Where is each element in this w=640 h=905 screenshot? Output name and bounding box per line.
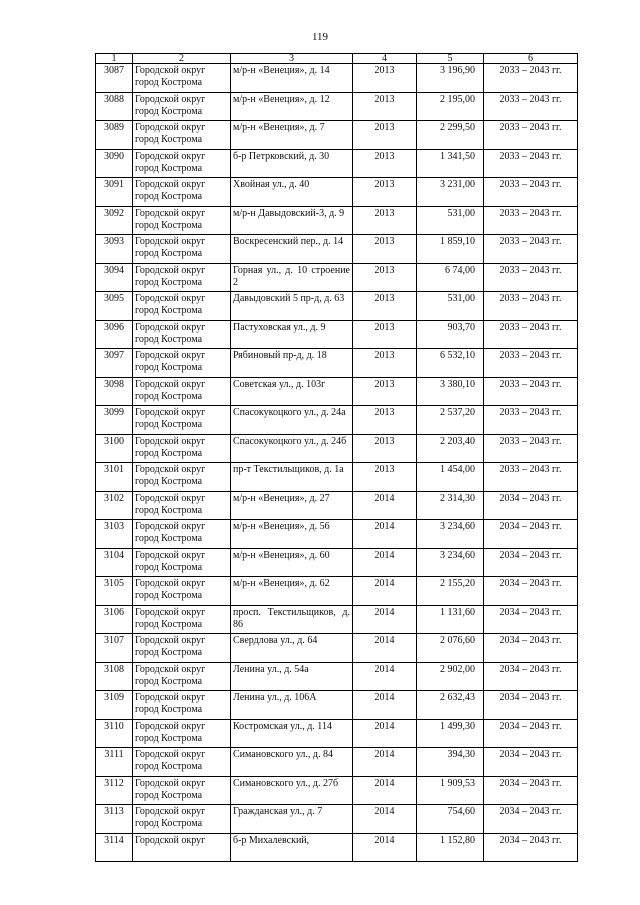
row-number-cell: 3103 xyxy=(96,520,133,549)
address-cell: Спасокукоцкого ул., д. 24а xyxy=(231,406,353,435)
municipality-cell: Городской округ город Кострома xyxy=(133,292,231,321)
address-cell: м/р-н Давыдовский-3, д. 9 xyxy=(231,206,353,235)
address-cell: Спасокукоцкого ул., д. 24б xyxy=(231,434,353,463)
municipality-cell: Городской округ город Кострома xyxy=(133,605,231,634)
municipality-cell: Городской округ город Кострома xyxy=(133,92,231,121)
year-cell: 2014 xyxy=(353,833,417,862)
header-row xyxy=(96,54,578,64)
table-row xyxy=(96,320,578,349)
address-cell: м/р-н «Венеция», д. 60 xyxy=(231,548,353,577)
year-cell: 2013 xyxy=(353,263,417,292)
table-row xyxy=(96,263,578,292)
address-cell: м/р-н «Венеция», д. 12 xyxy=(231,92,353,121)
year-cell: 2013 xyxy=(353,434,417,463)
municipality-cell: Городской округ город Кострома xyxy=(133,320,231,349)
area-cell: 2 203,40 xyxy=(417,434,484,463)
year-cell: 2014 xyxy=(353,776,417,805)
address-cell: Ленина ул., д. 54а xyxy=(231,662,353,691)
year-cell: 2013 xyxy=(353,64,417,93)
municipality-cell: Городской округ город Кострома xyxy=(133,434,231,463)
area-cell: 3 380,10 xyxy=(417,377,484,406)
period-cell: 2033 – 2043 гг. xyxy=(484,149,578,178)
municipality-cell: Городской округ город Кострома xyxy=(133,377,231,406)
year-cell: 2013 xyxy=(353,206,417,235)
municipality-cell: Городской округ город Кострома xyxy=(133,776,231,805)
row-number-cell: 3109 xyxy=(96,691,133,720)
year-cell: 2014 xyxy=(353,520,417,549)
municipality-cell: Городской округ город Кострома xyxy=(133,121,231,150)
municipality-cell: Городской округ город Кострома xyxy=(133,178,231,207)
period-cell: 2034 – 2043 гг. xyxy=(484,548,578,577)
row-number-cell: 3108 xyxy=(96,662,133,691)
table-row xyxy=(96,691,578,720)
row-number-cell: 3093 xyxy=(96,235,133,264)
period-cell: 2034 – 2043 гг. xyxy=(484,805,578,834)
address-cell: Симановского ул., д. 27б xyxy=(231,776,353,805)
period-cell: 2033 – 2043 гг. xyxy=(484,206,578,235)
row-number-cell: 3106 xyxy=(96,605,133,634)
row-number-cell: 3091 xyxy=(96,178,133,207)
table-row xyxy=(96,64,578,93)
area-cell: 3 231,00 xyxy=(417,178,484,207)
header-cell: 6 xyxy=(484,54,578,64)
row-number-cell: 3098 xyxy=(96,377,133,406)
table-row xyxy=(96,149,578,178)
row-number-cell: 3094 xyxy=(96,263,133,292)
table-row xyxy=(96,92,578,121)
period-cell: 2034 – 2043 гг. xyxy=(484,691,578,720)
header-cell: 2 xyxy=(133,54,231,64)
area-cell: 3 196,90 xyxy=(417,64,484,93)
housing-table xyxy=(95,53,578,862)
municipality-cell: Городской округ город Кострома xyxy=(133,520,231,549)
period-cell: 2033 – 2043 гг. xyxy=(484,263,578,292)
address-cell: Свердлова ул., д. 64 xyxy=(231,634,353,663)
table-row xyxy=(96,235,578,264)
area-cell: 3 234,60 xyxy=(417,548,484,577)
row-number-cell: 3100 xyxy=(96,434,133,463)
area-cell: 903,70 xyxy=(417,320,484,349)
year-cell: 2014 xyxy=(353,719,417,748)
year-cell: 2013 xyxy=(353,292,417,321)
address-cell: м/р-н «Венеция», д. 62 xyxy=(231,577,353,606)
address-cell: Ленина ул., д. 106А xyxy=(231,691,353,720)
year-cell: 2013 xyxy=(353,121,417,150)
area-cell: 1 859,10 xyxy=(417,235,484,264)
year-cell: 2013 xyxy=(353,377,417,406)
municipality-cell: Городской округ город Кострома xyxy=(133,406,231,435)
table-row xyxy=(96,206,578,235)
period-cell: 2033 – 2043 гг. xyxy=(484,377,578,406)
year-cell: 2014 xyxy=(353,748,417,777)
year-cell: 2013 xyxy=(353,320,417,349)
table-row xyxy=(96,491,578,520)
year-cell: 2014 xyxy=(353,605,417,634)
row-number-cell: 3095 xyxy=(96,292,133,321)
table-row xyxy=(96,121,578,150)
row-number-cell: 3107 xyxy=(96,634,133,663)
year-cell: 2014 xyxy=(353,634,417,663)
municipality-cell: Городской округ город Кострома xyxy=(133,548,231,577)
municipality-cell: Городской округ город Кострома xyxy=(133,463,231,492)
address-cell: Хвойная ул., д. 40 xyxy=(231,178,353,207)
row-number-cell: 3088 xyxy=(96,92,133,121)
area-cell: 2 632,43 xyxy=(417,691,484,720)
row-number-cell: 3089 xyxy=(96,121,133,150)
row-number-cell: 3114 xyxy=(96,833,133,862)
period-cell: 2033 – 2043 гг. xyxy=(484,406,578,435)
address-cell: м/р-н «Венеция», д. 27 xyxy=(231,491,353,520)
municipality-cell: Городской округ город Кострома xyxy=(133,634,231,663)
period-cell: 2034 – 2043 гг. xyxy=(484,520,578,549)
period-cell: 2033 – 2043 гг. xyxy=(484,320,578,349)
header-cell: 5 xyxy=(417,54,484,64)
period-cell: 2034 – 2043 гг. xyxy=(484,719,578,748)
area-cell: 6 74,00 xyxy=(417,263,484,292)
area-cell: 1 499,30 xyxy=(417,719,484,748)
municipality-cell: Городской округ город Кострома xyxy=(133,235,231,264)
municipality-cell: Городской округ город Кострома xyxy=(133,64,231,93)
municipality-cell: Городской округ город Кострома xyxy=(133,263,231,292)
header-cell: 1 xyxy=(96,54,133,64)
area-cell: 2 314,30 xyxy=(417,491,484,520)
area-cell: 1 454,00 xyxy=(417,463,484,492)
period-cell: 2033 – 2043 гг. xyxy=(484,178,578,207)
municipality-cell: Городской округ город Кострома xyxy=(133,719,231,748)
area-cell: 1 341,50 xyxy=(417,149,484,178)
period-cell: 2034 – 2043 гг. xyxy=(484,748,578,777)
year-cell: 2014 xyxy=(353,491,417,520)
table-row xyxy=(96,805,578,834)
area-cell: 531,00 xyxy=(417,206,484,235)
row-number-cell: 3101 xyxy=(96,463,133,492)
area-cell: 2 537,20 xyxy=(417,406,484,435)
table-row xyxy=(96,577,578,606)
year-cell: 2013 xyxy=(353,149,417,178)
row-number-cell: 3102 xyxy=(96,491,133,520)
row-number-cell: 3096 xyxy=(96,320,133,349)
header-cell: 4 xyxy=(353,54,417,64)
address-cell: пр-т Текстильщиков, д. 1а xyxy=(231,463,353,492)
year-cell: 2014 xyxy=(353,548,417,577)
table-row xyxy=(96,719,578,748)
row-number-cell: 3097 xyxy=(96,349,133,378)
year-cell: 2013 xyxy=(353,463,417,492)
year-cell: 2013 xyxy=(353,406,417,435)
period-cell: 2034 – 2043 гг. xyxy=(484,776,578,805)
municipality-cell: Городской округ xyxy=(133,833,231,862)
table-row xyxy=(96,292,578,321)
period-cell: 2034 – 2043 гг. xyxy=(484,577,578,606)
year-cell: 2014 xyxy=(353,805,417,834)
year-cell: 2013 xyxy=(353,349,417,378)
table-row xyxy=(96,662,578,691)
table-row xyxy=(96,520,578,549)
table-row xyxy=(96,833,578,862)
period-cell: 2034 – 2043 гг. xyxy=(484,491,578,520)
period-cell: 2033 – 2043 гг. xyxy=(484,64,578,93)
table-row xyxy=(96,377,578,406)
row-number-cell: 3111 xyxy=(96,748,133,777)
area-cell: 2 299,50 xyxy=(417,121,484,150)
row-number-cell: 3090 xyxy=(96,149,133,178)
row-number-cell: 3110 xyxy=(96,719,133,748)
period-cell: 2033 – 2043 гг. xyxy=(484,434,578,463)
area-cell: 531,00 xyxy=(417,292,484,321)
address-cell: б-р Петрковский, д. 30 xyxy=(231,149,353,178)
table-row xyxy=(96,776,578,805)
row-number-cell: 3099 xyxy=(96,406,133,435)
address-cell: Рябиновый пр-д, д. 18 xyxy=(231,349,353,378)
municipality-cell: Городской округ город Кострома xyxy=(133,662,231,691)
year-cell: 2014 xyxy=(353,577,417,606)
table-row xyxy=(96,605,578,634)
address-cell: Костромская ул., д. 114 xyxy=(231,719,353,748)
period-cell: 2034 – 2043 гг. xyxy=(484,662,578,691)
municipality-cell: Городской округ город Кострома xyxy=(133,349,231,378)
area-cell: 394,30 xyxy=(417,748,484,777)
area-cell: 3 234,60 xyxy=(417,520,484,549)
address-cell: Симановского ул., д. 84 xyxy=(231,748,353,777)
period-cell: 2033 – 2043 гг. xyxy=(484,92,578,121)
table-row xyxy=(96,634,578,663)
row-number-cell: 3113 xyxy=(96,805,133,834)
address-cell: Горная ул., д. 10 строение 2 xyxy=(231,263,353,292)
area-cell: 2 902,00 xyxy=(417,662,484,691)
address-cell: м/р-н «Венеция», д. 56 xyxy=(231,520,353,549)
year-cell: 2013 xyxy=(353,235,417,264)
area-cell: 754,60 xyxy=(417,805,484,834)
municipality-cell: Городской округ город Кострома xyxy=(133,206,231,235)
municipality-cell: Городской округ город Кострома xyxy=(133,149,231,178)
table-row xyxy=(96,463,578,492)
area-cell: 1 909,53 xyxy=(417,776,484,805)
period-cell: 2033 – 2043 гг. xyxy=(484,235,578,264)
year-cell: 2014 xyxy=(353,662,417,691)
row-number-cell: 3104 xyxy=(96,548,133,577)
header-cell: 3 xyxy=(231,54,353,64)
year-cell: 2013 xyxy=(353,178,417,207)
address-cell: Воскресенский пер., д. 14 xyxy=(231,235,353,264)
period-cell: 2033 – 2043 гг. xyxy=(484,463,578,492)
period-cell: 2033 – 2043 гг. xyxy=(484,121,578,150)
municipality-cell: Городской округ город Кострома xyxy=(133,577,231,606)
area-cell: 2 195,00 xyxy=(417,92,484,121)
year-cell: 2013 xyxy=(353,92,417,121)
address-cell: Пастуховская ул., д. 9 xyxy=(231,320,353,349)
address-cell: м/р-н «Венеция», д. 14 xyxy=(231,64,353,93)
address-cell: б-р Михалевский, xyxy=(231,833,353,862)
address-cell: просп. Текстильщиков, д. 86 xyxy=(231,605,353,634)
address-cell: Давыдовский 5 пр-д, д. 63 xyxy=(231,292,353,321)
row-number-cell: 3087 xyxy=(96,64,133,93)
period-cell: 2033 – 2043 гг. xyxy=(484,349,578,378)
area-cell: 2 076,60 xyxy=(417,634,484,663)
table-row xyxy=(96,178,578,207)
period-cell: 2034 – 2043 гг. xyxy=(484,634,578,663)
municipality-cell: Городской округ город Кострома xyxy=(133,691,231,720)
page-number: 119 xyxy=(311,31,329,43)
area-cell: 6 532,10 xyxy=(417,349,484,378)
table-row xyxy=(96,434,578,463)
table-row xyxy=(96,748,578,777)
municipality-cell: Городской округ город Кострома xyxy=(133,805,231,834)
year-cell: 2014 xyxy=(353,691,417,720)
row-number-cell: 3112 xyxy=(96,776,133,805)
municipality-cell: Городской округ город Кострома xyxy=(133,491,231,520)
period-cell: 2034 – 2043 гг. xyxy=(484,605,578,634)
row-number-cell: 3105 xyxy=(96,577,133,606)
period-cell: 2034 – 2043 гг. xyxy=(484,833,578,862)
period-cell: 2033 – 2043 гг. xyxy=(484,292,578,321)
address-cell: Советская ул., д. 103г xyxy=(231,377,353,406)
address-cell: м/р-н «Венеция», д. 7 xyxy=(231,121,353,150)
area-cell: 1 131,60 xyxy=(417,605,484,634)
address-cell: Гражданская ул., д. 7 xyxy=(231,805,353,834)
municipality-cell: Городской округ город Кострома xyxy=(133,748,231,777)
area-cell: 1 152,80 xyxy=(417,833,484,862)
table-row xyxy=(96,349,578,378)
table-row xyxy=(96,406,578,435)
row-number-cell: 3092 xyxy=(96,206,133,235)
table-row xyxy=(96,548,578,577)
area-cell: 2 155,20 xyxy=(417,577,484,606)
